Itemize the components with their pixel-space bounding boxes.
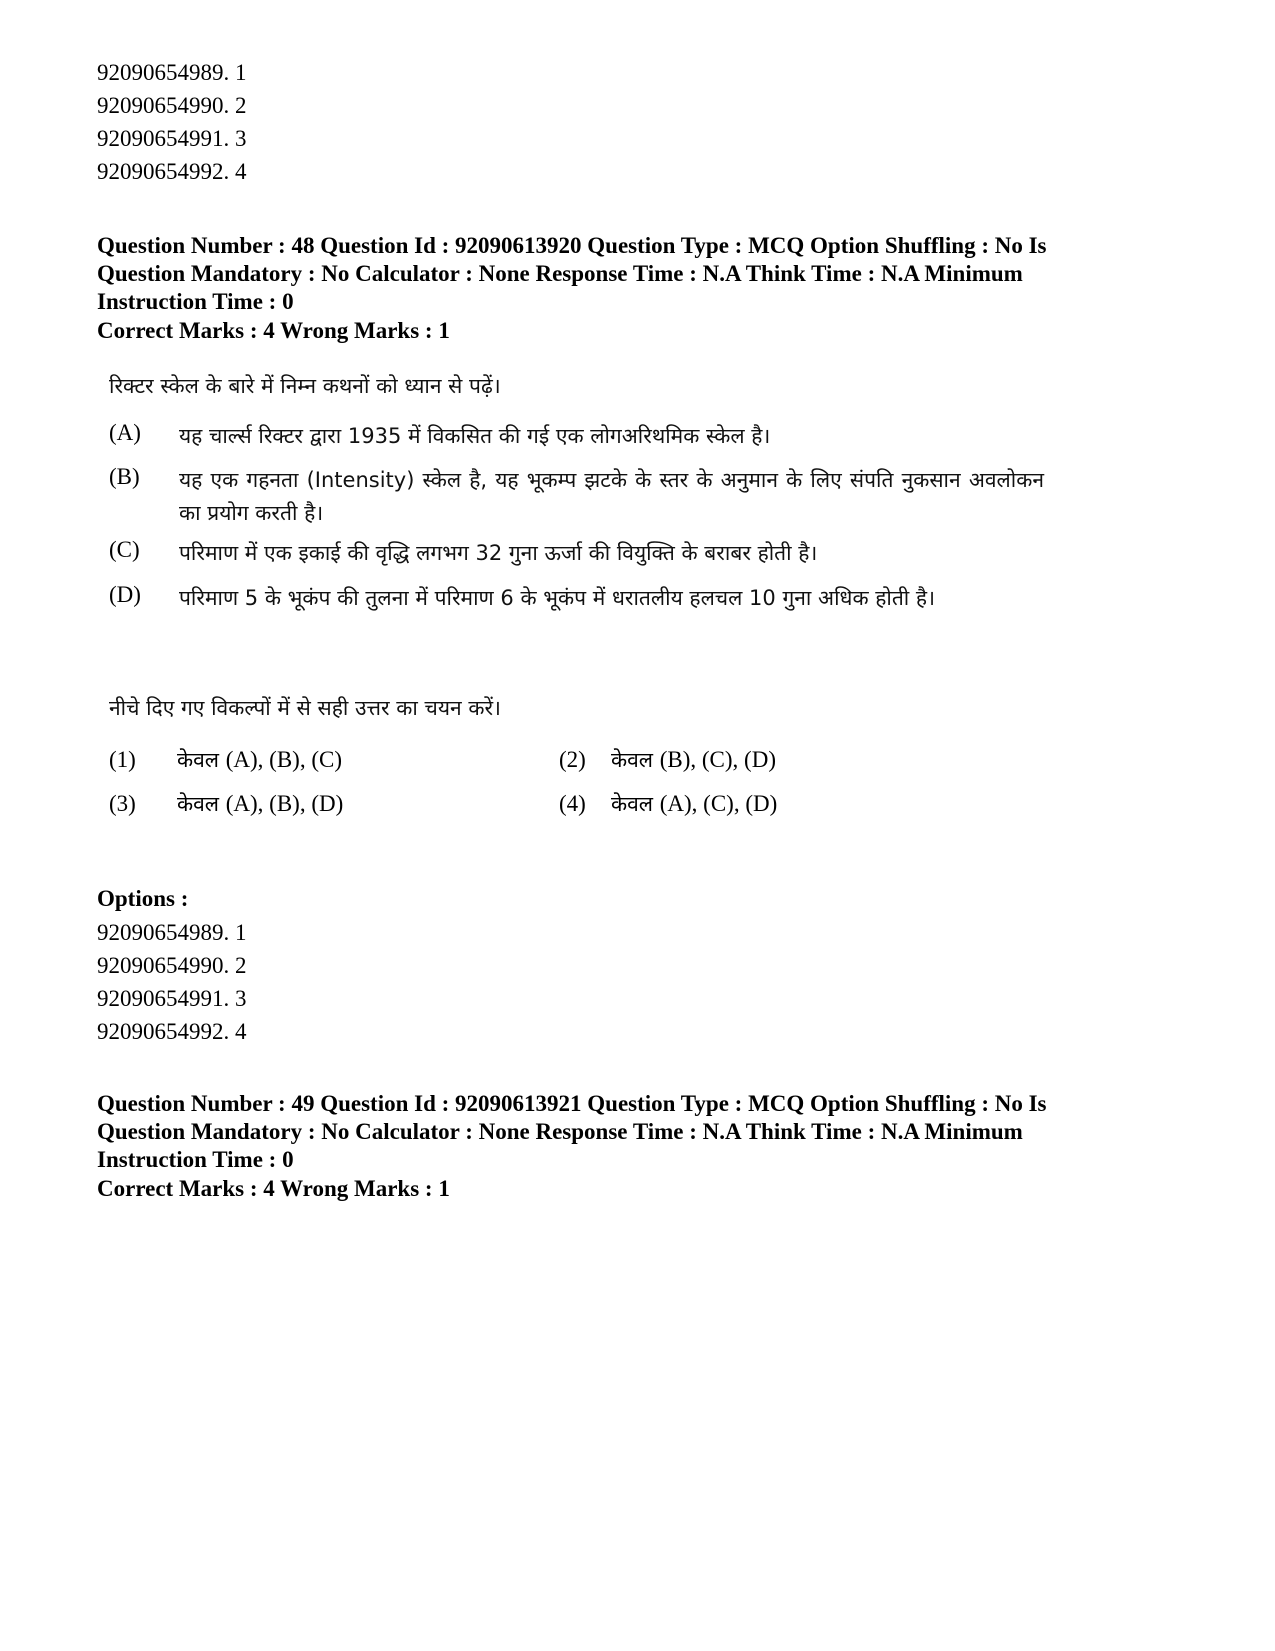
option-line: 92090654992. 4 — [97, 1019, 247, 1044]
choice-number: (1) — [109, 747, 136, 772]
choice-text: (A), (B), (D) — [225, 791, 344, 816]
meta-line: Question Mandatory : No Calculator : None Response Time : N.A Think Time : N.A Minimum — [97, 1119, 1023, 1144]
meta-line: Instruction Time : 0 — [97, 289, 294, 314]
statement-a — [109, 420, 1044, 454]
option-line: 92090654991. 3 — [97, 126, 247, 151]
statement-label: (D) — [109, 582, 141, 607]
instruction-text: नीचे दिए गए विकल्पों में से सही उत्तर का चयन करें। — [109, 696, 501, 720]
option-line: 92090654989. 1 — [97, 60, 247, 85]
choice-number: (3) — [109, 791, 136, 816]
statement-label: (C) — [109, 537, 140, 562]
statement-text: यह एक गहनता (Intensity) स्केल है, यह भूकम्प झटके के स्तर के अनुमान के लिए संपति नुकसान अवलोकन का प्रयोग करती है। — [179, 468, 1044, 525]
meta-line: Question Number : 49 Question Id : 92090613921 Question Type : MCQ Option Shuffling : No Is — [97, 1091, 1047, 1116]
meta-line: Instruction Time : 0 — [97, 1147, 294, 1172]
meta-line: Question Mandatory : No Calculator : None Response Time : N.A Think Time : N.A Minimum — [97, 261, 1023, 286]
choice-2 — [559, 746, 776, 774]
choice-number: (4) — [559, 791, 586, 816]
statement-d — [109, 582, 1044, 650]
q48-marks: Correct Marks : 4 Wrong Marks : 1 — [97, 318, 450, 343]
statement-b — [109, 464, 1044, 532]
q48-question-body — [97, 372, 1057, 858]
question-stem: रिक्टर स्केल के बारे में निम्न कथनों को ध्यान से पढ़ें। — [109, 374, 501, 398]
option-line: 92090654990. 2 — [97, 93, 247, 118]
statement-label: (A) — [109, 420, 141, 445]
statement-c — [109, 537, 1044, 571]
option-line: 92090654992. 4 — [97, 159, 247, 184]
choice-1 — [109, 746, 342, 774]
q49-metadata — [97, 1090, 1197, 1174]
choice-row — [109, 746, 1049, 780]
statement-text: परिमाण में एक इकाई की वृद्धि लगभग 32 गुना ऊर्जा की वियुक्ति के बराबर होती है। — [179, 541, 818, 565]
previous-options-list — [97, 56, 247, 188]
q49-marks: Correct Marks : 4 Wrong Marks : 1 — [97, 1176, 450, 1201]
choice-text: (A), (C), (D) — [659, 791, 778, 816]
meta-line: Question Number : 48 Question Id : 92090613920 Question Type : MCQ Option Shuffling : No Is — [97, 233, 1047, 258]
statement-text: यह चार्ल्स रिक्टर द्वारा 1935 में विकसित की गई एक लोगअरिथमिक स्केल है। — [179, 424, 771, 448]
choice-word: केवल — [177, 748, 220, 772]
statement-text: परिमाण 5 के भूकंप की तुलना में परिमाण 6 के भूकंप में धरातलीय हलचल 10 गुना अधिक होती है। — [179, 586, 936, 610]
choice-4 — [559, 790, 777, 818]
statement-label: (B) — [109, 464, 140, 489]
options-heading: Options : — [97, 886, 189, 911]
choice-row — [109, 790, 1049, 824]
choice-text: (B), (C), (D) — [659, 747, 776, 772]
choice-word: केवल — [177, 792, 220, 816]
choice-word: केवल — [611, 748, 654, 772]
option-line: 92090654991. 3 — [97, 986, 247, 1011]
option-line: 92090654990. 2 — [97, 953, 247, 978]
choice-text: (A), (B), (C) — [225, 747, 342, 772]
q48-options-list — [97, 916, 247, 1048]
choice-word: केवल — [611, 792, 654, 816]
option-line: 92090654989. 1 — [97, 920, 247, 945]
q48-metadata — [97, 232, 1197, 316]
choice-number: (2) — [559, 747, 586, 772]
choice-3 — [109, 790, 343, 818]
